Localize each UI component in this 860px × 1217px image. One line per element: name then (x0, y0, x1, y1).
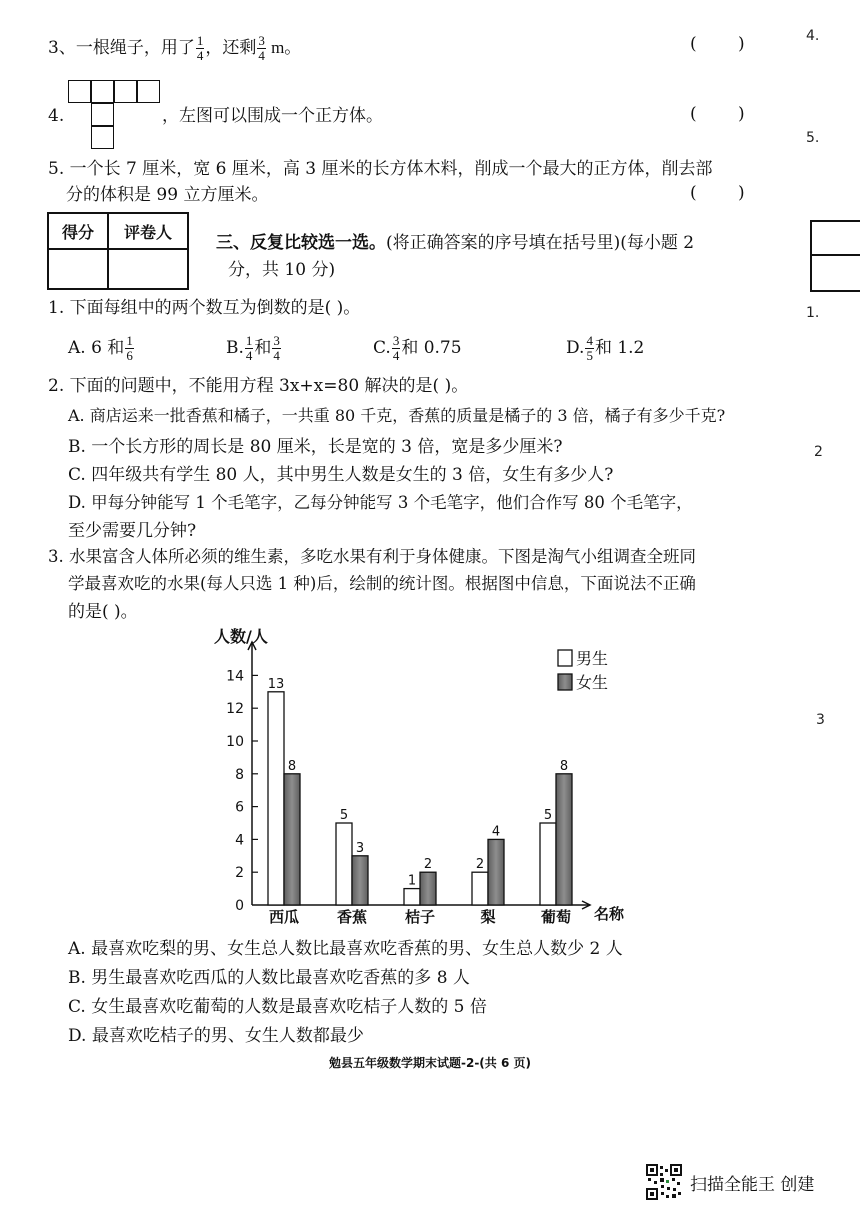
bar-value-label: 5 (543, 808, 553, 823)
boy-bar-4 (472, 872, 488, 905)
y-tick-label: 0 (235, 898, 244, 914)
y-tick-label: 12 (226, 701, 244, 718)
bar-value-label: 8 (559, 758, 569, 774)
choice-3-option-d[interactable]: D. 最喜欢吃桔子的男、女生人数都最少 (68, 1026, 364, 1046)
section-note-line2: 分，共 10 分) (228, 260, 336, 280)
girl-bar-2 (352, 856, 368, 905)
choice-2-option-a[interactable]: A. 商店运来一批香蕉和橘子，一共重 80 千克，香蕉的质量是橘子的 3 倍，橘子有多少千克? (68, 406, 726, 425)
choice-3-option-a[interactable]: A. 最喜欢吃梨的男、女生总人数比最喜欢吃香蕉的男、女生总人数少 2 人 (68, 939, 623, 959)
section-3-header (216, 228, 694, 253)
section-title: 三、反复比较选一选。 (216, 233, 386, 253)
question-text: m。 (266, 38, 302, 57)
choice-2-option-d[interactable]: D. 甲每分钟能写 1 个毛笔字，乙每分钟能写 3 个毛笔字，他们合作写 80 个毛笔字， (68, 493, 693, 512)
edge-question-number: 2 (814, 444, 823, 460)
bar-value-label: 5 (339, 808, 349, 823)
choice-question-3: 3. 水果富含人体所必须的维生素，多吃水果有利于身体健康。下图是淘气小组调查全班同 (48, 547, 696, 566)
choice-question-3-line3: 的是( )。 (68, 602, 138, 622)
grader-cell[interactable] (108, 249, 188, 289)
choice-1-option-a[interactable]: A. 6 和 $\frac{1}{6}$ (68, 333, 133, 363)
bar-value-label: 8 (287, 758, 297, 774)
choice-2-option-d-line2: 至少需要几分钟? (68, 521, 197, 541)
category-label: 香蕉 (336, 908, 368, 926)
y-axis-label: 人数/人 (214, 627, 268, 646)
bar-value-label: 2 (475, 857, 485, 873)
girl-bar-4 (488, 839, 504, 905)
grader-label: 评卷人 (108, 213, 188, 249)
score-label: 得分 (48, 213, 108, 249)
boy-bar-3 (404, 889, 420, 905)
judge-question-4-number: 4. (48, 106, 65, 126)
question-text: ，还剩 (205, 38, 257, 58)
girl-bar-5 (556, 774, 572, 905)
answer-paren[interactable]: ( ) (690, 104, 763, 124)
choice-1-option-d[interactable]: D. $\frac{4}{5}$ 和 1.2 (566, 333, 645, 363)
legend-swatch (558, 650, 572, 666)
legend-swatch (558, 674, 572, 690)
fraction: $\frac{3}{4}$ (258, 33, 265, 63)
edge-question-number: 4. (806, 28, 820, 44)
choice-2-option-b[interactable]: B. 一个长方形的周长是 80 厘米，长是宽的 3 倍，宽是多少厘米? (68, 437, 563, 457)
legend-label: 男生 (576, 649, 609, 668)
score-cell[interactable] (48, 249, 108, 289)
boy-bar-5 (540, 823, 556, 905)
judge-question-3 (48, 34, 301, 63)
y-tick-label: 8 (235, 766, 244, 783)
judge-question-4-text: ，左图可以围成一个正方体。 (162, 106, 383, 126)
qr-code-icon (646, 1164, 682, 1200)
choice-3-option-b[interactable]: B. 男生最喜欢吃西瓜的人数比最喜欢吃香蕉的多 8 人 (68, 968, 470, 988)
choice-2-option-c[interactable]: C. 四年级共有学生 80 人，其中男生人数是女生的 3 倍，女生有多少人? (68, 465, 614, 485)
answer-paren[interactable]: ( ) (690, 183, 763, 203)
boy-bar-2 (336, 823, 352, 905)
bar-value-label: 4 (491, 824, 501, 840)
fraction: $\frac{1}{4}$ (196, 33, 204, 63)
bar-value-label: 2 (423, 857, 433, 873)
fruit-bar-chart (190, 622, 660, 934)
y-tick-label: 10 (226, 734, 244, 750)
choice-1-option-b[interactable]: B. $\frac{1}{4}$ 和 $\frac{3}{4}$ (226, 333, 280, 363)
bar-value-label: 13 (267, 676, 285, 692)
choice-question-1: 1. 下面每组中的两个数互为倒数的是( )。 (48, 298, 361, 318)
category-label: 西瓜 (268, 908, 300, 926)
x-axis-label: 名称 (594, 905, 625, 923)
y-tick-label: 6 (235, 799, 244, 816)
edge-question-number: 3 (816, 712, 825, 728)
legend-label: 女生 (576, 673, 609, 692)
page-footer: 勉县五年级数学期末试题-2-(共 6 页) (329, 1056, 531, 1070)
bar-value-label: 1 (407, 873, 417, 889)
choice-question-3-line2: 学最喜欢吃的水果(每人只选 1 种)后，绘制的统计图。根据图中信息，下面说法不正确 (68, 574, 696, 593)
choice-3-option-c[interactable]: C. 女生最喜欢吃葡萄的人数是最喜欢吃桔子人数的 5 倍 (68, 997, 487, 1017)
question-number: 3、 (48, 38, 76, 58)
edge-divider (810, 254, 860, 256)
category-label: 葡萄 (540, 908, 572, 926)
answer-paren[interactable]: ( ) (690, 34, 763, 54)
edge-score-box (810, 220, 860, 292)
judge-question-5: 5. 一个长 7 厘米，宽 6 厘米，高 3 厘米的长方体木料，削成一个最大的正方体，削去部 (48, 159, 713, 179)
y-tick-label: 14 (226, 668, 244, 685)
girl-bar-1 (284, 774, 300, 905)
category-label: 梨 (480, 908, 496, 926)
choice-question-2: 2. 下面的问题中，不能用方程 3x+x=80 解决的是( )。 (48, 376, 469, 396)
section-note: (将正确答案的序号填在括号里)(每小题 2 (386, 233, 695, 253)
score-table (47, 212, 189, 290)
question-text: 一根绳子，用了 (75, 38, 195, 58)
edge-question-number: 5. (806, 130, 820, 146)
y-tick-label: 4 (235, 832, 244, 849)
choice-1-option-c[interactable]: C. $\frac{3}{4}$ 和 0.75 (373, 333, 462, 363)
boy-bar-1 (268, 692, 284, 905)
girl-bar-3 (420, 872, 436, 905)
y-tick-label: 2 (235, 865, 244, 882)
category-label: 桔子 (404, 908, 436, 926)
edge-question-number: 1. (806, 305, 820, 321)
judge-question-5-line2: 分的体积是 99 立方厘米。 (66, 185, 269, 205)
scanner-watermark-label: 扫描全能王 创建 (690, 1175, 815, 1195)
bar-value-label: 3 (355, 840, 365, 856)
